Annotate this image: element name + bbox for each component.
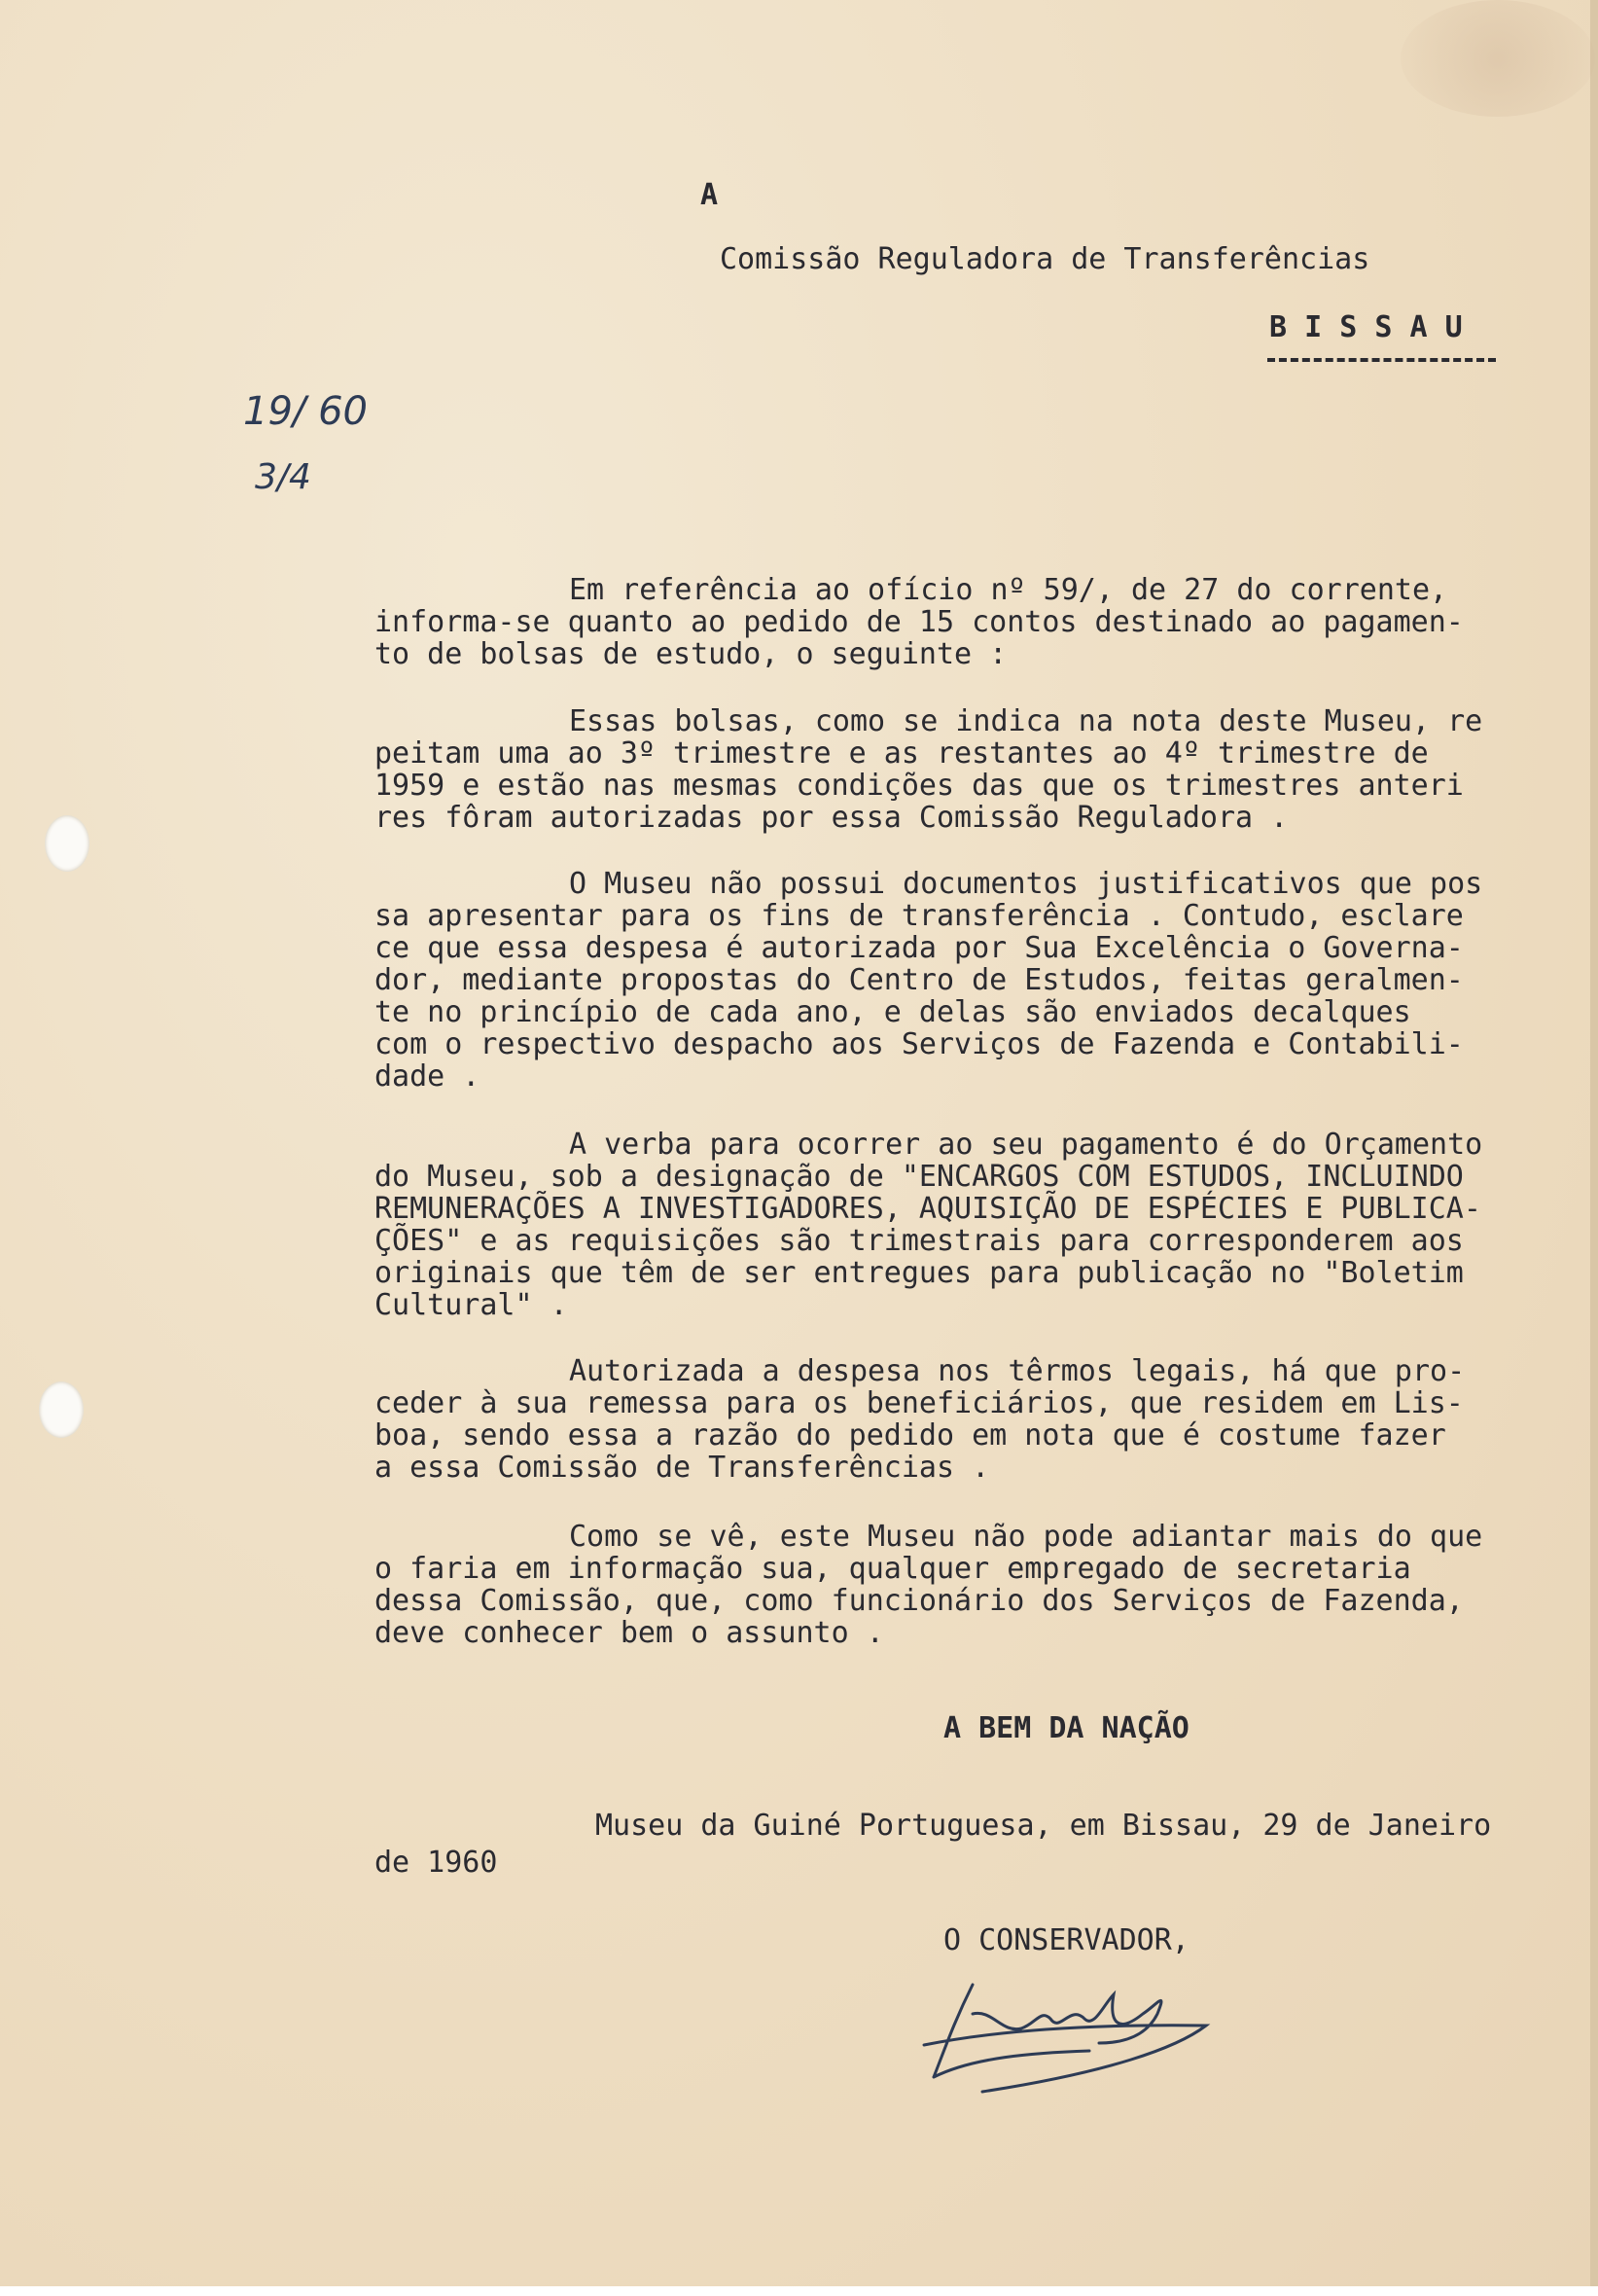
- paragraph-line: dessa Comissão, que, como funcionário dos Serviços de Fazenda,: [374, 1584, 1464, 1618]
- paragraph-line: ce que essa despesa é autorizada por Sua Excelência o Governa-: [374, 931, 1464, 965]
- paragraph-line: do Museu, sob a designação de "ENCARGOS COM ESTUDOS, INCLUINDO: [374, 1160, 1464, 1194]
- paragraph-line: res fôram autorizadas por essa Comissão Reguladora .: [374, 801, 1289, 835]
- punch-hole-bottom: [39, 1381, 84, 1438]
- handwritten-reference-number: 19/ 60: [243, 389, 368, 434]
- date-year: de 1960: [374, 1846, 498, 1880]
- recipient-city: B I S S A U: [1269, 310, 1463, 344]
- paragraph-line: dade .: [374, 1059, 480, 1094]
- paragraph-line: com o respectivo despacho aos Serviços de Fazenda e Contabili-: [374, 1027, 1464, 1061]
- paragraph-line: informa-se quanto ao pedido de 15 contos destinado ao pagamen-: [374, 605, 1464, 639]
- paragraph-line: Em referência ao ofício nº 59/, de 27 do corrente,: [569, 573, 1448, 607]
- paragraph-line: boa, sendo essa a razão do pedido em nota que é costume fazer: [374, 1418, 1446, 1453]
- paragraph-line: REMUNERAÇÕES A INVESTIGADORES, AQUISIÇÃO DE ESPÉCIES E PUBLICA-: [374, 1192, 1481, 1226]
- recipient-name: Comissão Reguladora de Transferências: [720, 242, 1370, 276]
- city-underline: [1267, 358, 1496, 362]
- paragraph-line: 1959 e estão nas mesmas condições das que os trimestres anteri: [374, 769, 1464, 803]
- paragraph-line: O Museu não possui documentos justificativos que pos: [569, 867, 1483, 901]
- paragraph-line: Cultural" .: [374, 1288, 568, 1322]
- paragraph-como-se-ve: [374, 1521, 1482, 1649]
- paragraph-line: originais que têm de ser entregues para publicação no "Boletim: [374, 1256, 1464, 1290]
- salutation-prefix: A: [700, 178, 719, 212]
- handwritten-reference-page: 3/4: [255, 457, 311, 497]
- paragraph-line: Como se vê, este Museu não pode adiantar mais do que: [569, 1520, 1483, 1554]
- paragraph-reference: [374, 574, 1464, 670]
- paragraph-line: deve conhecer bem o assunto .: [374, 1616, 884, 1650]
- paragraph-bolsas: [374, 705, 1482, 834]
- paragraph-line: ceder à sua remessa para os beneficiários, que residem em Lis-: [374, 1386, 1464, 1420]
- paragraph-documentos: [374, 868, 1482, 1093]
- paragraph-line: peitam uma ao 3º trimestre e as restantes ao 4º trimestre de: [374, 736, 1429, 771]
- paragraph-line: Essas bolsas, como se indica na nota deste Museu, re: [569, 704, 1483, 738]
- signatory-title: O CONSERVADOR,: [943, 1923, 1190, 1957]
- closing-formula: A BEM DA NAÇÃO: [943, 1711, 1190, 1745]
- paragraph-line: o faria em informação sua, qualquer empregado de secretaria: [374, 1552, 1411, 1586]
- paragraph-line: sa apresentar para os fins de transferência . Contudo, esclare: [374, 899, 1464, 933]
- paragraph-autorizada: [374, 1355, 1465, 1484]
- paragraph-line: to de bolsas de estudo, o seguinte :: [374, 637, 1008, 671]
- paragraph-line: A verba para ocorrer ao seu pagamento é do Orçamento: [569, 1128, 1483, 1162]
- paragraph-line: a essa Comissão de Transferências .: [374, 1451, 990, 1485]
- signature-mark: [914, 1965, 1225, 2101]
- paragraph-line: te no princípio de cada ano, e delas são enviados decalques: [374, 995, 1411, 1029]
- date-line: Museu da Guiné Portuguesa, em Bissau, 29 de Janeiro: [595, 1809, 1492, 1843]
- paper-edge: [1590, 0, 1598, 2296]
- paper-stain: [1401, 0, 1595, 117]
- paragraph-line: dor, mediante propostas do Centro de Estudos, feitas geralmen-: [374, 963, 1464, 997]
- scan-border: [0, 2286, 1598, 2296]
- paragraph-verba: [374, 1129, 1482, 1321]
- paragraph-line: ÇÕES" e as requisições são trimestrais para corresponderem aos: [374, 1224, 1464, 1258]
- punch-hole-top: [45, 815, 89, 872]
- paragraph-line: Autorizada a despesa nos têrmos legais, há que pro-: [569, 1354, 1466, 1388]
